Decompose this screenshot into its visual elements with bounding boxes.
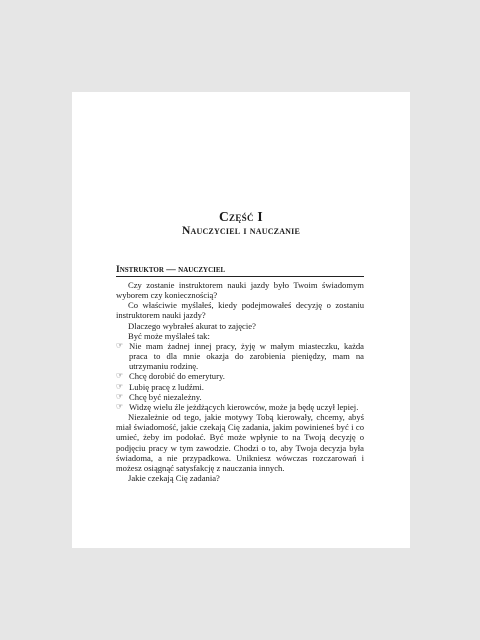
list-item (116, 382, 364, 392)
list-item-text: Lubię pracę z ludźmi. (129, 381, 204, 392)
paragraph: Czy zostanie instruktorem nauki jazdy było Twoim świadomym wyborem czy koniecznością? (116, 280, 364, 301)
pointing-hand-icon: ☞ (116, 381, 124, 391)
part-title: Część I (219, 209, 263, 224)
pointing-hand-icon: ☞ (116, 401, 124, 411)
list-item-text: Chcę być niezależny. (129, 391, 202, 402)
section-heading: Instruktor — nauczyciel (116, 265, 364, 277)
paragraph: Niezależnie od tego, jakie motywy Tobą kierowały, chcemy, abyś miał świadomość, jakie czekają Cię zadania, jakim powinieneś być i co umieć, żeby im podołać. Być może wpłynie to na Twoją decyzję o podjęciu pracy w tym zawodzie. Chodzi o to, aby Twoja decyzja była świadoma, a nie przypadkowa. Unikniesz wówczas rozczarowań i możesz osiągnąć satysfakcję z nauczania innych. (116, 412, 364, 473)
paragraph: Być może myślałeś tak: (128, 330, 210, 341)
bullet-list (116, 341, 364, 412)
list-item-text: Chcę dorobić do emerytury. (129, 371, 225, 382)
book-page (72, 92, 410, 548)
paragraph: Co właściwie myślałeś, kiedy podejmowałeś decyzję o zostaniu instruktorem nauki jazdy? (116, 300, 364, 321)
body-text (116, 280, 364, 483)
list-item-text: Nie mam żadnej innej pracy, żyję w małym miasteczku, każda praca to dla mnie okazja do zarobienia pieniędzy, mam na utrzymaniu rodzinę. (129, 340, 364, 372)
list-item (116, 341, 364, 371)
paragraph: Dlaczego wybrałeś akurat to zajęcie? (128, 320, 256, 331)
pointing-hand-icon: ☞ (116, 371, 124, 381)
list-item (116, 392, 364, 402)
pointing-hand-icon: ☞ (116, 340, 124, 350)
list-item (116, 402, 364, 412)
list-item (116, 371, 364, 381)
paragraph: Jakie czekają Cię zadania? (128, 472, 220, 483)
part-subtitle: Nauczyciel i nauczanie (181, 225, 301, 237)
pointing-hand-icon: ☞ (116, 391, 124, 401)
list-item-text: Widzę wielu źle jeżdżących kierowców, może ja będę uczył lepiej. (129, 401, 359, 412)
